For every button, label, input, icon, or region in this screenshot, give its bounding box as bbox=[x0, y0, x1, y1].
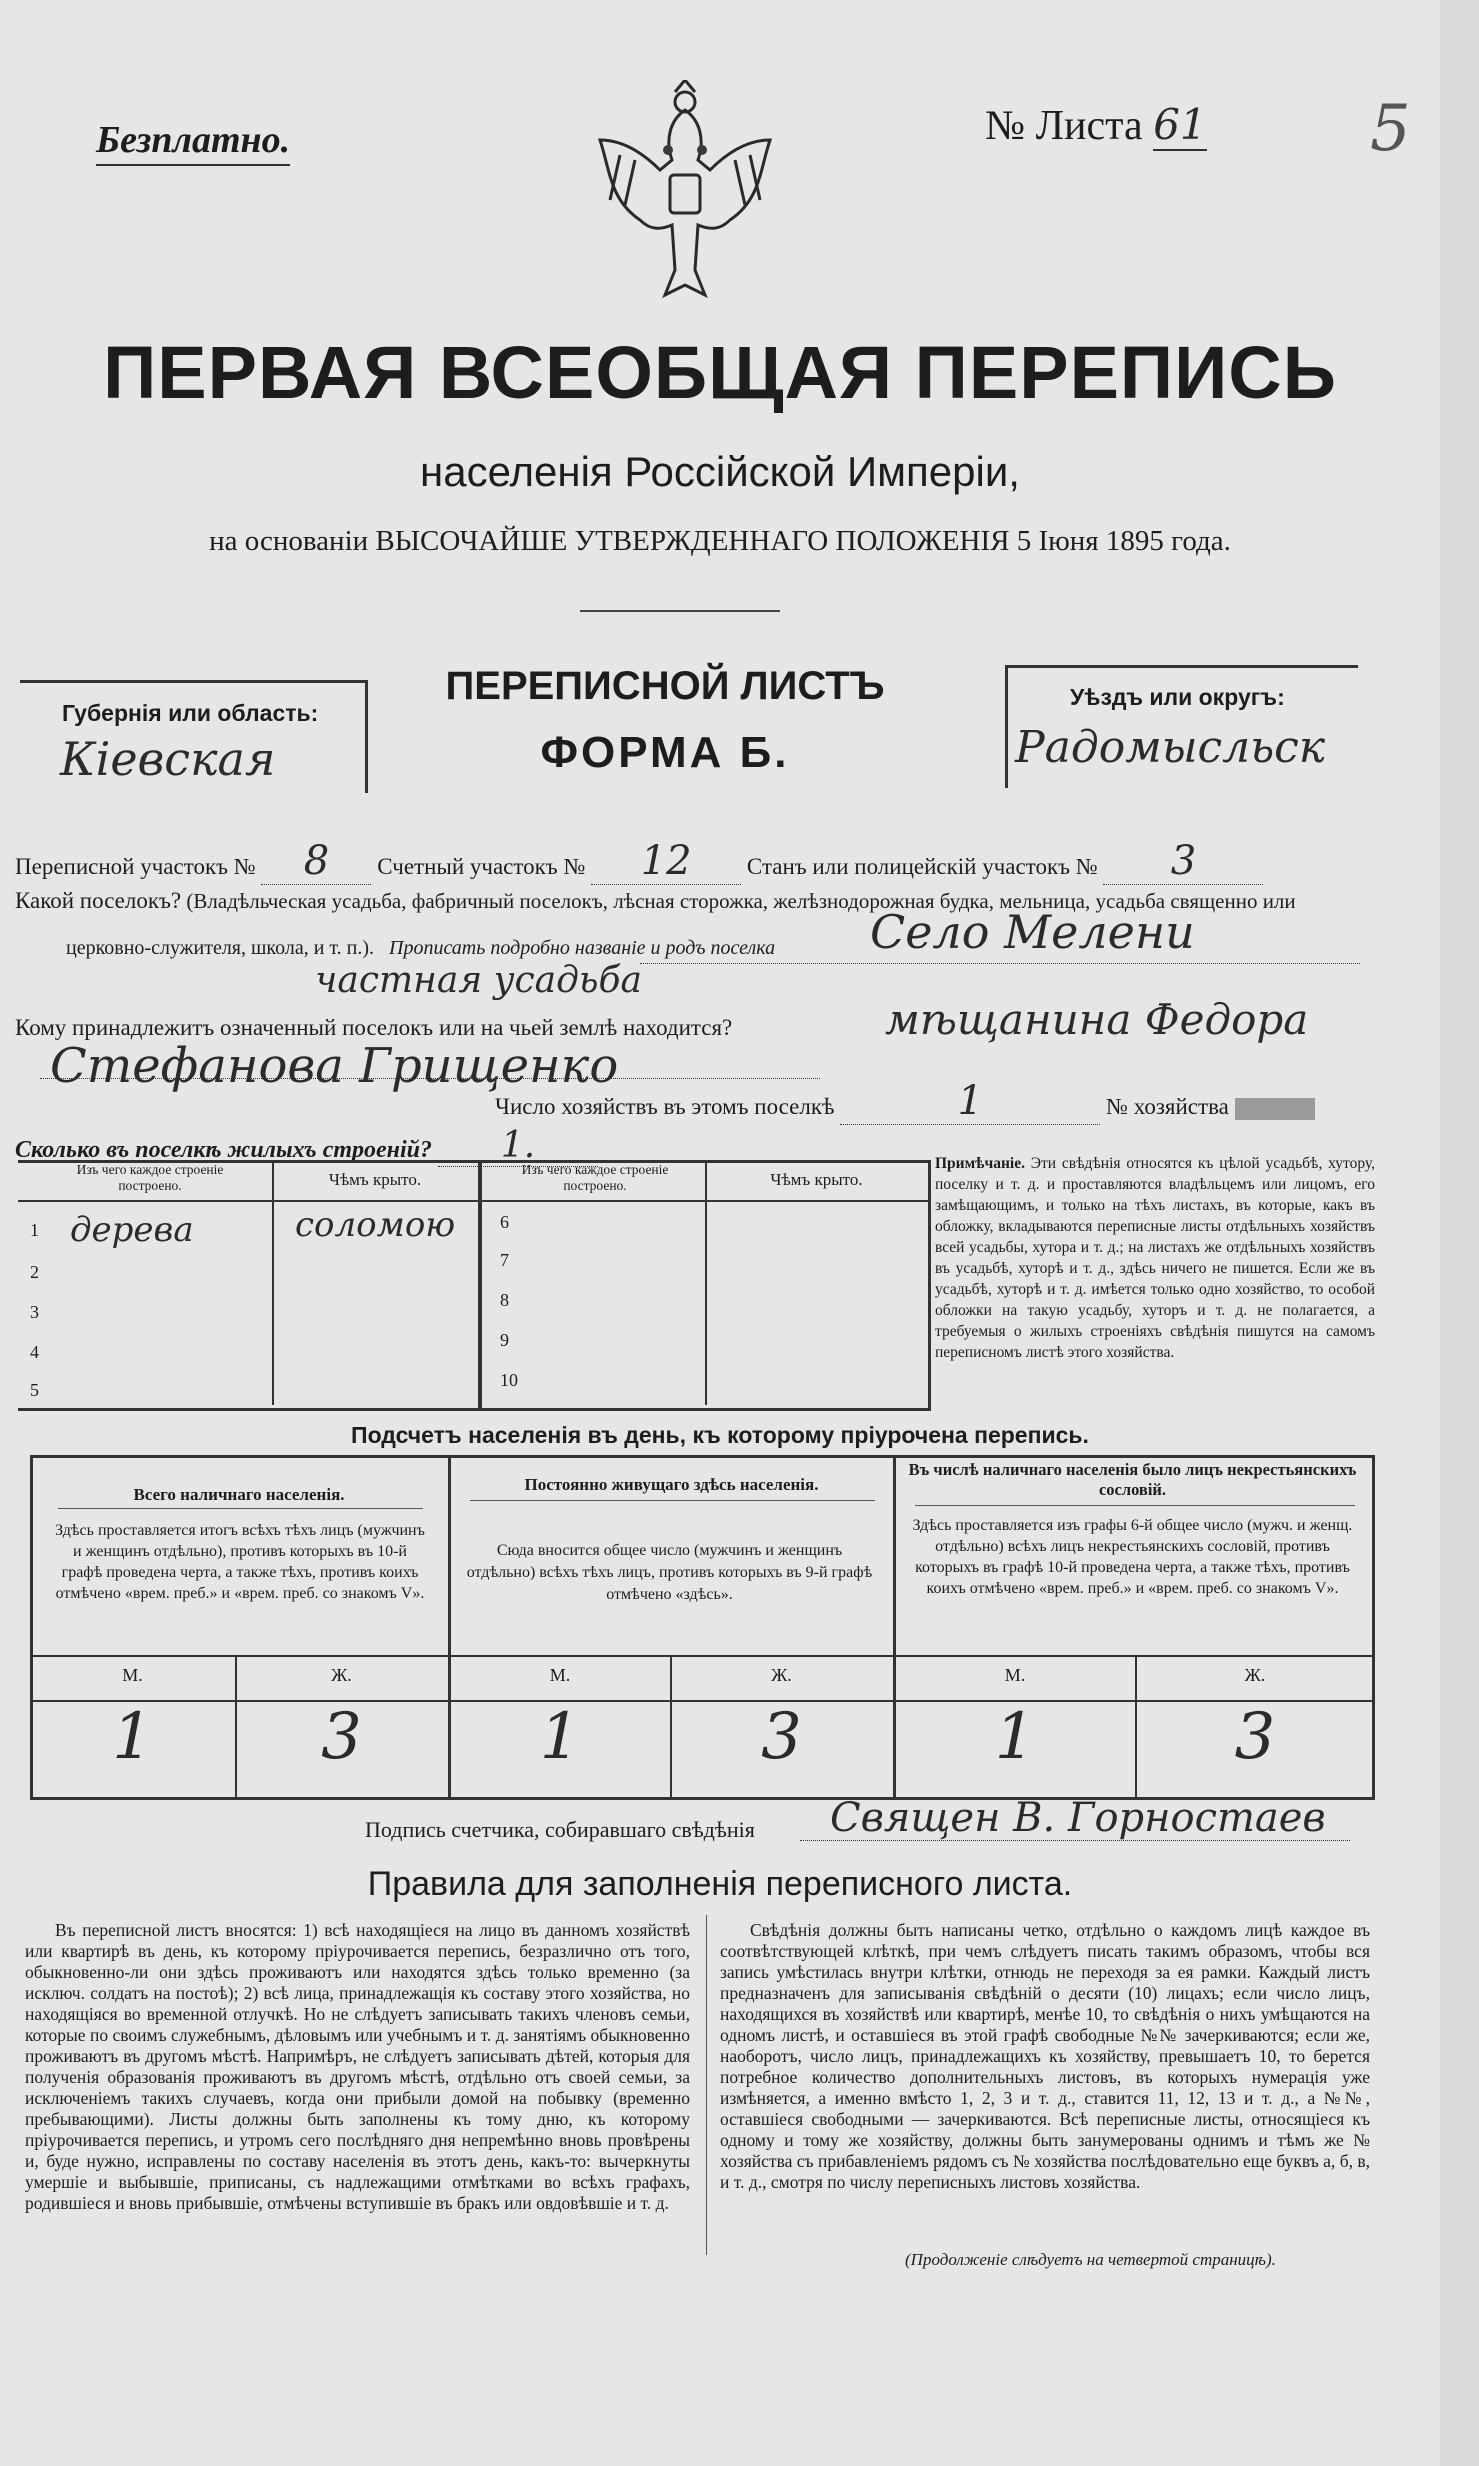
col1-text: Здѣсь проставляется итогъ всѣхъ тѣхъ лицъ (мужчинъ и женщинъ отдѣльно), противъ которыхъ въ 10-й графѣ проведена черта, а также тѣхъ, противъ коихъ отмѣчено «врем. преб.» и «врем. преб. со знакомъ V». bbox=[55, 1522, 425, 1602]
right-row-6: 6 bbox=[500, 1212, 509, 1232]
settlement-label: Какой поселокъ? bbox=[15, 888, 182, 913]
right-row-10: 10 bbox=[500, 1370, 518, 1390]
left-material-header: Изъ чего каждое строеніе построено. bbox=[76, 1162, 224, 1193]
col3-text: Здѣсь проставляется изъ графы 6-й общее число (мужч. и женщ. отдѣльно) всѣхъ лицъ некрестьянскихъ сословій, противъ которыхъ въ графѣ 10-й проведена черта, а также тѣхъ, противъ коихъ отмѣчено «врем. преб.» и «врем. преб. со знакомъ V». bbox=[912, 1517, 1353, 1597]
left-row-4: 4 bbox=[30, 1342, 39, 1362]
owner-label: Кому принадлежитъ означенный поселокъ или на чьей землѣ находится? bbox=[15, 1015, 733, 1040]
sheet-number-value: 61 bbox=[1153, 100, 1207, 149]
left-row-1: 1 bbox=[30, 1220, 39, 1240]
district-label: Уѣздъ или округъ: bbox=[1070, 684, 1285, 710]
building-1-material: дерева bbox=[70, 1210, 194, 1250]
decree-line: на основаніи ВЫСОЧАЙШЕ УТВЕРЖДЕННАГО ПОЛОЖЕНІЯ 5 Іюня 1895 года. bbox=[209, 525, 1231, 557]
household-number-value bbox=[1235, 1098, 1315, 1120]
rules-left-column: Въ переписной листъ вносятся: 1) всѣ находящіеся на лицо въ данномъ хозяйствѣ или квартирѣ въ день, къ которому пріурочивается перепись, безразлично отъ того, обыкновенно-ли они здѣсь проживаютъ или находятся здѣсь только временно (за исключ. солдатъ на постоѣ); 2) всѣ лица, принадлежащія къ составу этого хозяйства, но находящіяся во временной отлучкѣ. Но не слѣдуетъ записывать такихъ членовъ семьи, которые по своимъ служебнымъ, дѣловымъ или учебнымъ и т. д. занятіямъ обыкновенно проживаютъ въ другомъ мѣстѣ. Напримѣръ, не слѣдуетъ записывать дѣтей, которыя для полученія образованія проживаютъ въ другомъ мѣстѣ, отдѣльно отъ своей семьи, за исключеніемъ такихъ случаевъ, когда они прибыли домой на побывку (временно пребывающими). Листы должны быть заполнены къ тому дню, къ которому пріурочивается перепись, и утромъ сего послѣдняго дня непремѣнно вновь провѣрены и, буде нужно, исправлены по составу населенія въ этотъ день, какъ-то: вычеркнуты умершіе и выбывшіе, приписаны, съ надлежащими отмѣтками во всѣхъ графахъ, родившіеся и вновь прибывшіе, отмѣчены вступившіе въ бракъ или овдовѣвшіе и т. д. bbox=[25, 1920, 690, 2213]
col2-title: Постоянно живущаго здѣсь населенія. bbox=[524, 1475, 819, 1494]
double-headed-eagle-emblem bbox=[580, 80, 790, 310]
signature-value: Священ В. Горностаев bbox=[830, 1795, 1326, 1841]
rules-heading: Правила для заполненія переписного листа. bbox=[367, 1865, 1073, 1903]
count-section-value: 12 bbox=[591, 838, 741, 885]
building-1-roof: соломою bbox=[295, 1205, 456, 1245]
province-value: Кіевская bbox=[60, 732, 276, 786]
total-m-value: 1 bbox=[112, 1700, 153, 1774]
settlement-value: Село Мелени bbox=[870, 905, 1195, 959]
settlement-hint-3: Прописать подробно названіе и родъ поселка bbox=[389, 937, 776, 959]
settlement-hint-2: церковно-служителя, школа, и т. п.). bbox=[66, 937, 374, 959]
perm-m-value: 1 bbox=[539, 1700, 581, 1774]
owner-value-1: мѣщанина Федора bbox=[885, 995, 1309, 1044]
col1-title: Всего наличнаго населенія. bbox=[133, 1485, 345, 1504]
total-f-label: Ж. bbox=[331, 1665, 352, 1685]
free-label: Безплатно. bbox=[96, 118, 290, 166]
col3-title: Въ числѣ наличнаго населенія было лицъ некрестьянскихъ сословій. bbox=[908, 1460, 1357, 1499]
right-roof-header: Чѣмъ крыто. bbox=[770, 1170, 863, 1189]
police-section-value: 3 bbox=[1103, 838, 1263, 885]
right-material-header: Изъ чего каждое строеніе построено. bbox=[521, 1162, 669, 1193]
note-lead: Примѣчаніе. bbox=[935, 1155, 1025, 1172]
perm-f-label: Ж. bbox=[771, 1665, 792, 1685]
household-number-label: № хозяйства bbox=[1106, 1094, 1229, 1119]
total-m-label: М. bbox=[122, 1665, 143, 1685]
signature-line bbox=[800, 1840, 1350, 1841]
count-section-label: Счетный участокъ № bbox=[377, 854, 586, 879]
nonpeas-m-value: 1 bbox=[994, 1700, 1036, 1774]
nonpeas-f-value: 3 bbox=[1234, 1700, 1276, 1774]
buildings-value: 1. bbox=[438, 1125, 598, 1167]
households-value: 1 bbox=[840, 1078, 1100, 1125]
nonpeas-m-label: М. bbox=[1004, 1665, 1026, 1685]
total-f-value: 3 bbox=[321, 1700, 362, 1774]
archive-page-number: 5 bbox=[1370, 92, 1411, 166]
province-label: Губернія или область: bbox=[62, 700, 319, 726]
owner-value-2: Стефанова Грищенко bbox=[50, 1038, 619, 1094]
nonpeas-f-label: Ж. bbox=[1244, 1665, 1266, 1685]
rules-right-column: Свѣдѣнія должны быть написаны четко, отдѣльно о каждомъ лицѣ каждое въ соотвѣтствующей клѣткѣ, при чемъ слѣдуетъ писать такимъ образомъ, чтобы вся запись умѣстилась внутри клѣтки, отнюдь не переходя за ея рамки. Каждый листъ предназначенъ для записыванія свѣдѣній о десяти (10) лицахъ; если число лицъ, находящихся въ хозяйствѣ или квартирѣ, менѣе 10, то свѣдѣнія о нихъ умѣщаются на одномъ листѣ, и оставшіеся въ этой графѣ свободные №№ зачеркиваются; если же, наоборотъ, число лицъ, принадлежащихъ къ хозяйству, превышаетъ 10, то берется потребное количество дополнительныхъ листовъ, въ которыхъ нумерація уже измѣняется, а именно вмѣсто 1, 2, 3 и т. д., ставится 11, 12, 13 и т. д., а №№, оставшіеся свободными — зачеркиваются. Всѣ переписные листы, относящіеся къ одному и тому же хозяйству, должны быть занумерованы однимъ и тѣмъ же № хозяйства съ прибавленіемъ рядомъ съ № хозяйства послѣдовательно еще буквъ а, б, в, и т. д., смотря по числу переписныхъ листовъ хозяйства. bbox=[720, 1920, 1370, 2192]
rules-column-divider bbox=[706, 1915, 707, 2255]
households-label: Число хозяйствъ въ этомъ поселкѣ bbox=[495, 1094, 835, 1119]
buildings-table-divider bbox=[478, 1160, 482, 1408]
settlement-type-value: частная усадьба bbox=[315, 960, 642, 1001]
left-row-3: 3 bbox=[30, 1302, 39, 1322]
census-section-label: Переписной участокъ № bbox=[15, 854, 256, 879]
note bbox=[935, 1153, 1375, 1363]
left-roof-header: Чѣмъ крыто. bbox=[328, 1170, 422, 1189]
form-name: ФОРМА Б. bbox=[540, 728, 790, 777]
population-heading: Подсчетъ населенія въ день, къ которому пріурочена перепись. bbox=[351, 1422, 1089, 1448]
settlement-hint: (Владѣльческая усадьба, фабричный поселокъ, лѣсная сторожка, желѣзнодорожная будка, мельница, усадьба священно или bbox=[186, 889, 1296, 913]
perm-m-label: М. bbox=[549, 1665, 571, 1685]
col2-text: Сюда вносится общее число (мужчинъ и женщинъ отдѣльно) всѣхъ тѣхъ лицъ, противъ которыхъ въ 9-й графѣ отмѣчено «здѣсь». bbox=[466, 1542, 873, 1603]
right-row-7: 7 bbox=[500, 1250, 509, 1270]
sheet-title: ПЕРЕПИСНОЙ ЛИСТЪ bbox=[445, 664, 885, 708]
signature-label: Подпись счетчика, собиравшаго свѣдѣнія bbox=[365, 1817, 755, 1842]
left-row-2: 2 bbox=[30, 1262, 39, 1282]
right-row-9: 9 bbox=[500, 1330, 509, 1350]
perm-f-value: 3 bbox=[761, 1700, 802, 1774]
census-section-value: 8 bbox=[261, 838, 371, 885]
rules-continued: (Продолженіе слѣдуетъ на четвертой страницѣ). bbox=[905, 2250, 1276, 2269]
right-row-8: 8 bbox=[500, 1290, 509, 1310]
police-section-label: Станъ или полицейскій участокъ № bbox=[746, 854, 1098, 879]
note-text: Эти свѣдѣнія относятся къ цѣлой усадьбѣ, хутору, поселку и т. д. и проставляются владѣльцемъ или лицомъ, его замѣщающимъ, и только на тѣхъ листахъ, въ которые, какъ въ обложку, вкладываются переписные листы отдѣльныхъ хозяйствъ всей усадьбы, хутора и т. д.; на листахъ же отдѣльныхъ хозяйствъ въ усадьбѣ, хуторѣ и т. д., здѣсь ничего не пишется. Если же въ усадьбѣ, хуторѣ и т. д. имѣется только одно хозяйство, то особой обложки на такую усадьбу, хуторъ и т. д. не полагается, а требуемыя о жилыхъ строеніяхъ свѣдѣнія пишутся на самомъ переписномъ листѣ этого хозяйства. bbox=[935, 1155, 1375, 1361]
ornament-divider bbox=[580, 610, 780, 612]
buildings-label: Сколько въ поселкѣ жилыхъ строеній? bbox=[15, 1137, 432, 1163]
sheet-number-label: № Листа bbox=[985, 103, 1143, 149]
district-value: Радомысльск bbox=[1015, 722, 1326, 773]
settlement-underline bbox=[640, 963, 1360, 964]
main-title: ПЕРВАЯ ВСЕОБЩАЯ ПЕРЕПИСЬ bbox=[103, 331, 1337, 414]
left-row-5: 5 bbox=[30, 1380, 39, 1400]
buildings-table bbox=[18, 1160, 931, 1411]
subtitle: населенія Россійской Имперіи, bbox=[420, 448, 1020, 495]
